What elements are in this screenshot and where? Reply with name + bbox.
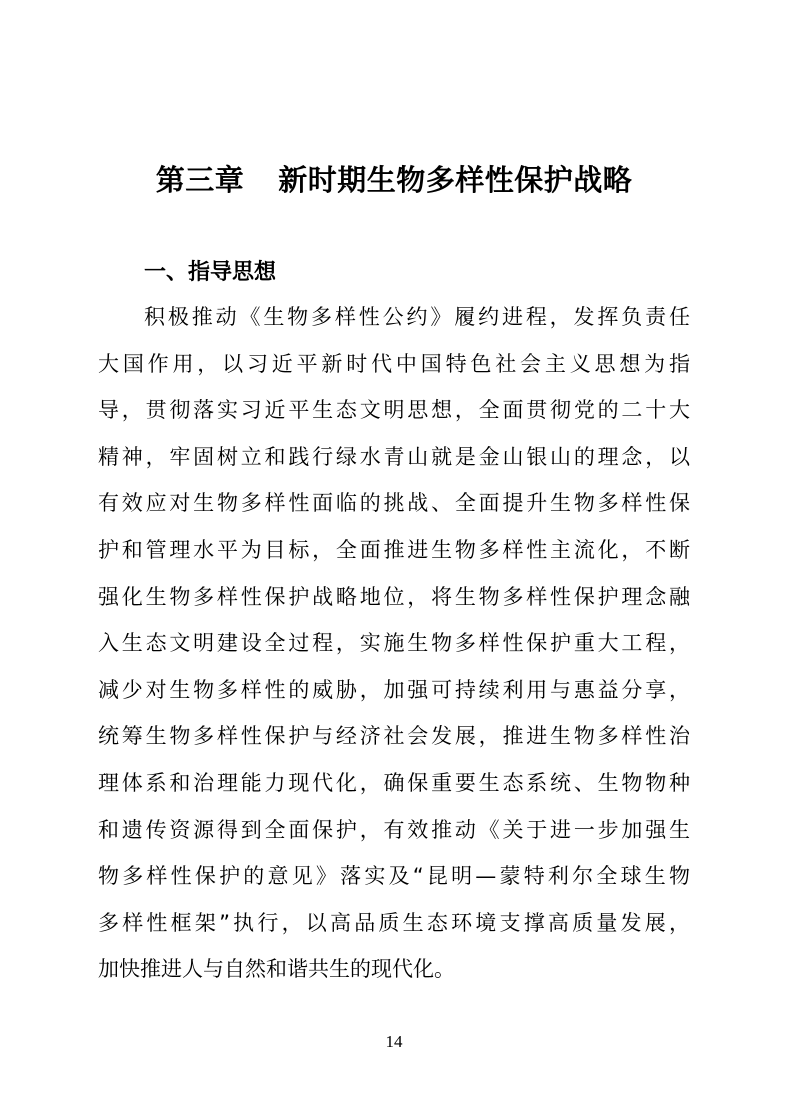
paragraph-line: 理体系和治理能力现代化，确保重要生态系统、生物物种 — [98, 770, 690, 795]
paragraph-line: 大国作用，以习近平新时代中国特色社会主义思想为指 — [98, 351, 690, 376]
paragraph-line: 减少对生物多样性的威胁，加强可持续利用与惠益分享， — [98, 677, 690, 702]
section-heading: 一、指导思想 — [144, 260, 277, 285]
chapter-title — [0, 158, 788, 202]
paragraph-line: 导，贯彻落实习近平生态文明思想，全面贯彻党的二十大 — [98, 398, 690, 423]
body-paragraph — [98, 294, 690, 993]
paragraph-line: 加快推进人与自然和谐共生的现代化。 — [98, 957, 455, 982]
paragraph-line: 强化生物多样性保护战略地位，将生物多样性保护理念融 — [98, 584, 690, 609]
paragraph-line: 物多样性保护的意见》落实及“昆明—蒙特利尔全球生物 — [98, 864, 690, 889]
page-number: 14 — [385, 1032, 403, 1051]
paragraph-line: 统筹生物多样性保护与经济社会发展，推进生物多样性治 — [98, 724, 690, 749]
paragraph-line: 入生态文明建设全过程，实施生物多样性保护重大工程， — [98, 631, 690, 656]
paragraph-line: 护和管理水平为目标，全面推进生物多样性主流化，不断 — [98, 537, 690, 562]
paragraph-line: 多样性框架”执行，以高品质生态环境支撑高质量发展， — [98, 910, 690, 935]
paragraph-line: 有效应对生物多样性面临的挑战、全面提升生物多样性保 — [98, 491, 690, 516]
chapter-title-text: 新时期生物多样性保护战略 — [278, 163, 633, 197]
chapter-number-label: 第三章 — [155, 163, 245, 197]
paragraph-line: 精神，牢固树立和践行绿水青山就是金山银山的理念，以 — [98, 444, 690, 469]
paragraph-line: 积极推动《生物多样性公约》履约进程，发挥负责任 — [144, 305, 690, 329]
paragraph-line: 和遗传资源得到全面保护，有效推动《关于进一步加强生 — [98, 817, 690, 842]
